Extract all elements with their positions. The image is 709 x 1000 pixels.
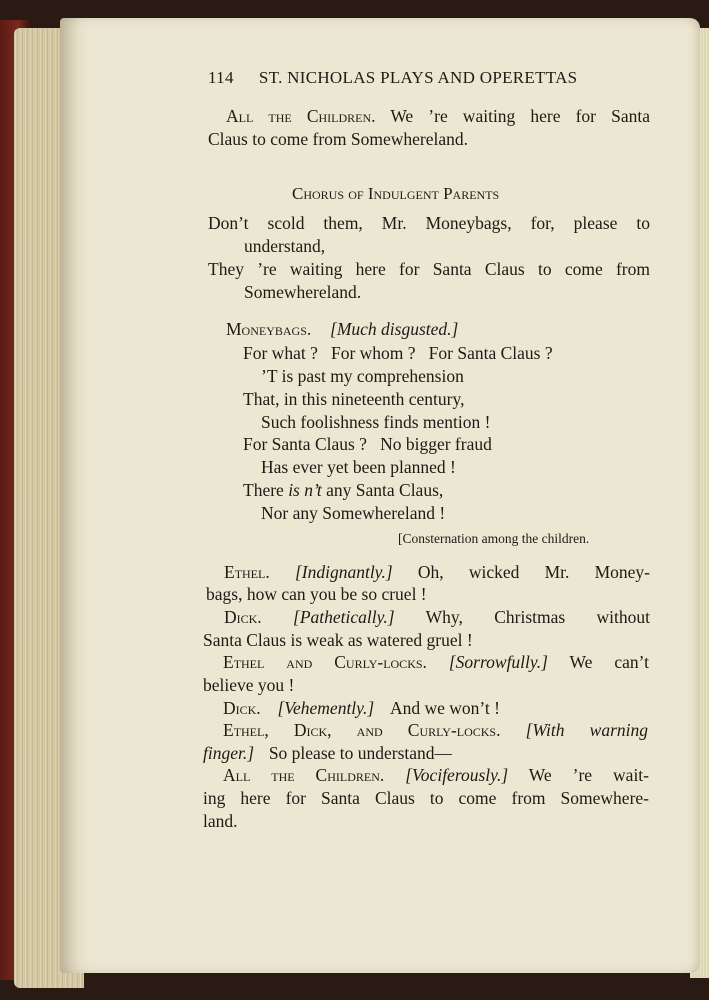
- dialogue-ethel-1: Ethel. [Indignantly.] Oh, wicked Mr. Money-: [224, 562, 651, 582]
- verse-line-2: ’T is past my comprehension: [261, 366, 464, 386]
- chorus-line-1: Don’t scold them, Mr. Moneybags, for, please to: [208, 213, 650, 233]
- running-header: [208, 68, 577, 88]
- dialogue-trio-1: Ethel, Dick, and Curly-locks. [With warning: [223, 720, 649, 740]
- dialogue-all-3: land.: [203, 811, 238, 831]
- chorus-line-3: They ’re waiting here for Santa Claus to come from: [208, 259, 650, 279]
- moneybags-line: [226, 318, 458, 341]
- verse-line-4: Such foolishness finds mention !: [261, 412, 491, 432]
- dialogue-ethel-curly-1: Ethel and Curly-locks. [Sorrowfully.] We can’t: [223, 652, 649, 672]
- page-number: 114: [208, 68, 234, 87]
- dialogue-ethel-curly-2: believe you !: [203, 675, 295, 695]
- chorus-line-4: Somewhereland.: [244, 282, 362, 302]
- chorus-heading: Chorus of Indulgent Parents: [292, 184, 500, 203]
- dialogue-all-1: All the Children. [Vociferously.] We ’re wait-: [223, 765, 649, 785]
- dialogue-dick-3: Dick. [Vehemently.] And we won’t !: [223, 698, 500, 718]
- speaker-all-children: All the Children.: [226, 106, 376, 126]
- stage-direction: [Much disgusted.]: [330, 319, 459, 339]
- dialogue-dick-1: Dick. [Pathetically.] Why, Christmas without: [224, 607, 650, 627]
- stage-note: [Consternation among the children.: [398, 531, 590, 546]
- verse-line-5: For Santa Claus ? No bigger fraud: [243, 434, 492, 454]
- dialogue-ethel-2: bags, how can you be so cruel !: [206, 584, 427, 604]
- verse-line-8: Nor any Somewhereland !: [261, 503, 446, 523]
- chorus-line-2: understand,: [244, 236, 326, 256]
- opening-line-1: All the Children. We ’re waiting here for Santa: [226, 106, 650, 126]
- speaker-moneybags: Moneybags.: [226, 319, 312, 339]
- verse-line-7: There is n’t any Santa Claus,: [243, 480, 444, 500]
- running-title: ST. NICHOLAS PLAYS AND OPERETTAS: [258, 68, 578, 87]
- dialogue-trio-2: finger.] So please to understand—: [203, 743, 453, 763]
- verse-line-6: Has ever yet been planned !: [261, 457, 456, 477]
- dialogue-dick-2: Santa Claus is weak as watered gruel !: [203, 630, 473, 650]
- verse-line-1: For what ? For whom ? For Santa Claus ?: [243, 343, 553, 363]
- opening-line-2: Claus to come from Somewhereland.: [208, 129, 469, 149]
- dialogue-all-2: ing here for Santa Claus to come from Somewhere-: [203, 788, 649, 808]
- verse-line-3: That, in this nineteenth century,: [243, 389, 465, 409]
